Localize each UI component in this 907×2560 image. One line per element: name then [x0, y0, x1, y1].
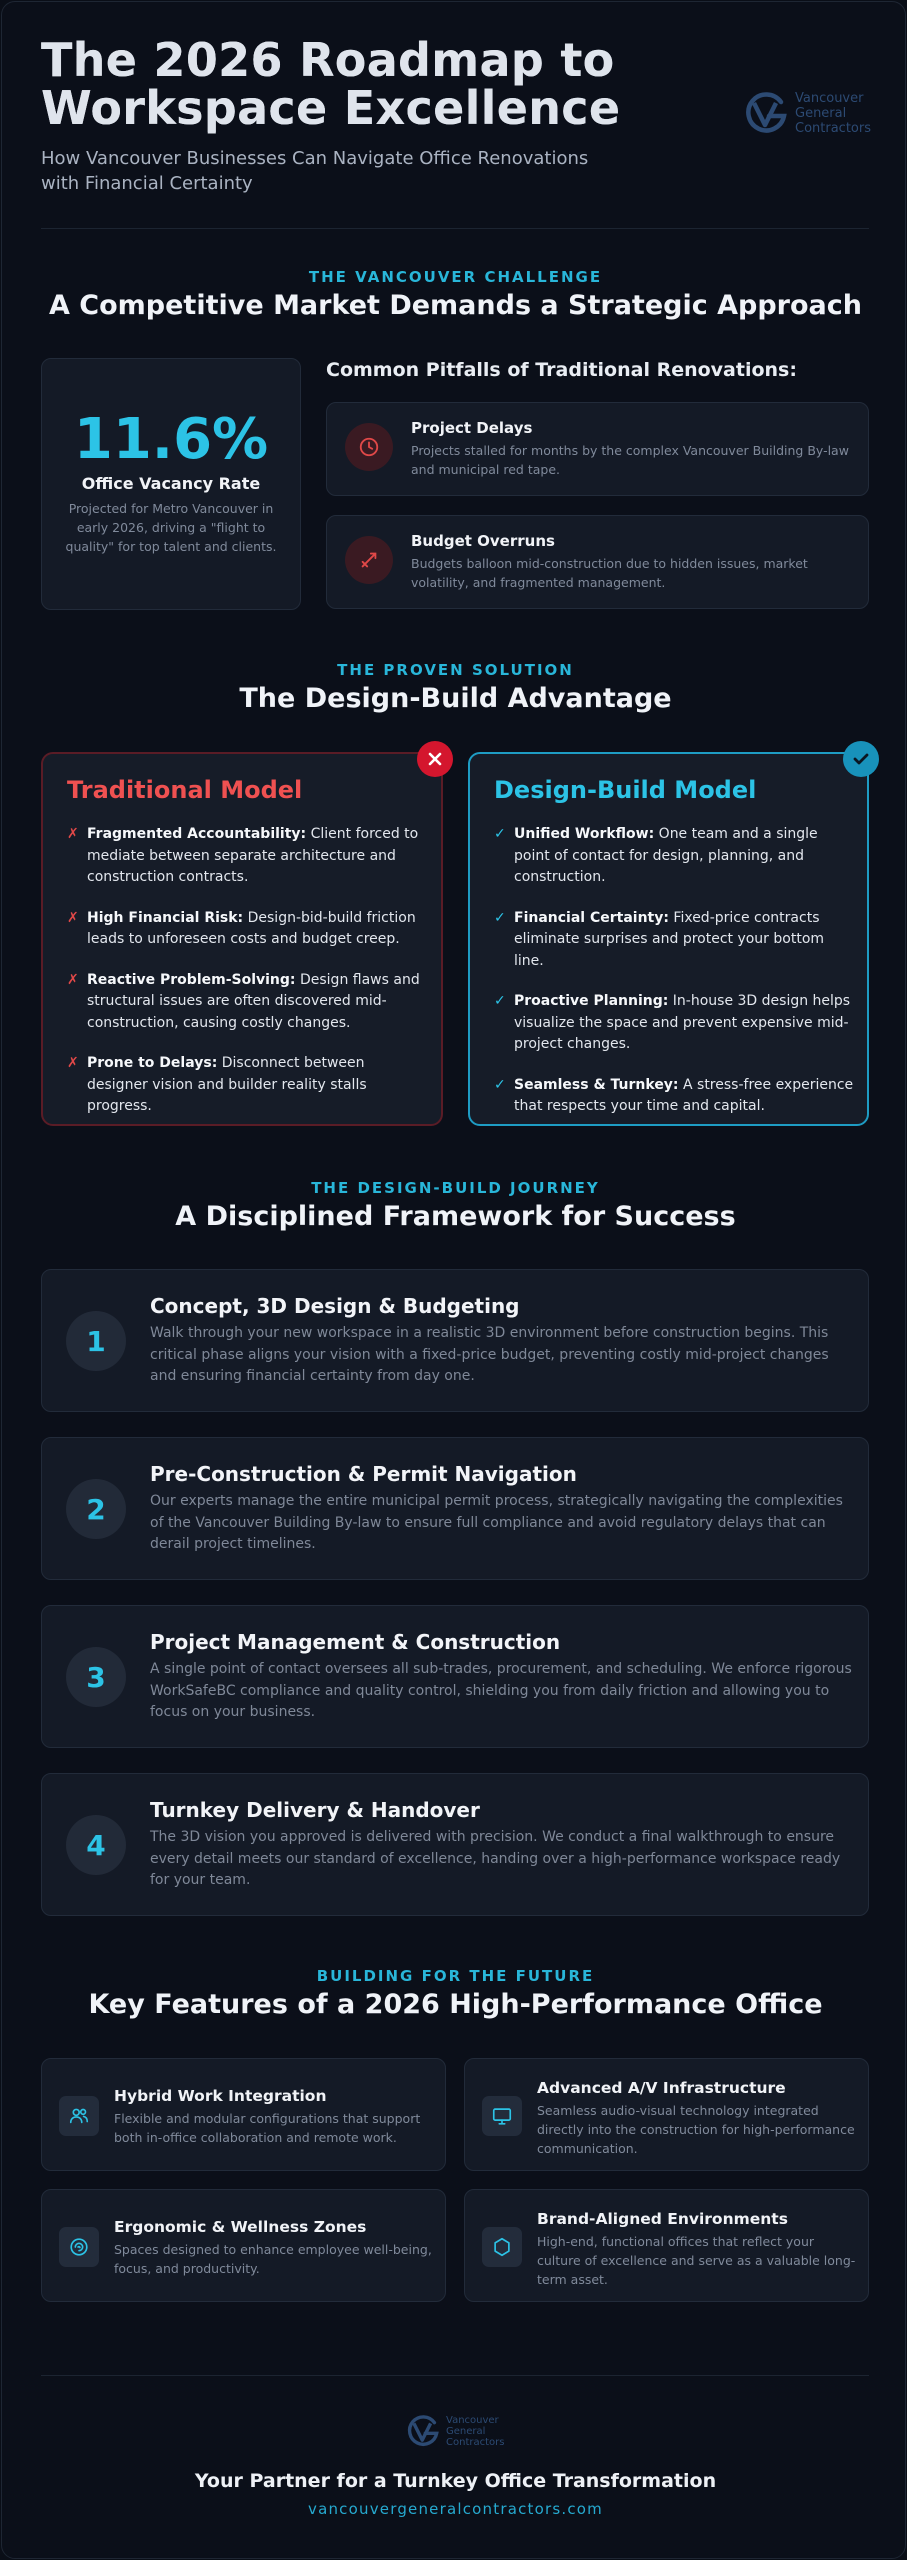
- feature-title: Advanced A/V Infrastructure: [537, 2079, 786, 2097]
- pitfall-card-delays: [326, 402, 869, 496]
- design-build-model-card: [468, 752, 869, 1126]
- hexagon-icon: [482, 2227, 522, 2267]
- stat-value: 11.6%: [73, 407, 269, 472]
- feature-card-av: [464, 2058, 869, 2171]
- journey-step-3: [41, 1605, 869, 1748]
- check-icon: ✓: [494, 993, 506, 1009]
- pitfalls-title: Common Pitfalls of Traditional Renovations:: [326, 359, 797, 381]
- list-item: ✗ Prone to Delays: Disconnect between designer vision and builder reality stalls progress.: [67, 1055, 367, 1114]
- step-title: Concept, 3D Design & Budgeting: [150, 1294, 520, 1318]
- journey-eyebrow: THE DESIGN-BUILD JOURNEY: [311, 1179, 600, 1197]
- list-item: ✗ Reactive Problem-Solving: Design flaws and structural issues are often discovered mid-construction, causing costly changes.: [67, 971, 420, 1031]
- footer-title: Your Partner for a Turnkey Office Transformation: [194, 2470, 717, 2492]
- header: [41, 33, 871, 226]
- traditional-model-list: [67, 824, 427, 1137]
- journey-step-4: [41, 1773, 869, 1916]
- clock-icon: [345, 423, 393, 471]
- vacancy-stat-card: [41, 358, 301, 610]
- cross-icon: ✗: [67, 1055, 79, 1071]
- check-icon: ✓: [494, 1076, 506, 1093]
- pitfall-description: Projects stalled for months by the complex Vancouver Building By-law and municipal red tape.: [411, 443, 849, 477]
- stat-description: Projected for Metro Vancouver in early 2026, driving a "flight to quality" for top talent and clients.: [65, 501, 277, 554]
- step-description: Our experts manage the entire municipal permit process, strategically navigating the complexities of the Vancouver Building By-law to ensure full compliance and avoid regulatory delays that can derail project timelines.: [150, 1493, 843, 1552]
- feature-description: Flexible and modular configurations that support both in-office collaboration and remote work.: [114, 2111, 421, 2145]
- fingerprint-icon: [59, 2227, 99, 2267]
- divider: [41, 228, 869, 229]
- vgc-logo-icon: [741, 88, 791, 138]
- step-title: Turnkey Delivery & Handover: [150, 1798, 480, 1822]
- step-description: Walk through your new workspace in a realistic 3D environment before construction begins. This critical phase aligns your vision with a fixed-price budget, preventing costly mid-project changes and ensuring financial certainty from day one.: [150, 1325, 829, 1384]
- pitfall-card-overruns: [326, 515, 869, 609]
- feature-title: Hybrid Work Integration: [114, 2087, 327, 2105]
- check-icon: ✓: [494, 826, 506, 842]
- list-item: ✓ Proactive Planning: In-house 3D design helps visualize the space and prevent expensive mid-project changes.: [494, 993, 851, 1052]
- footer-website-link[interactable]: vancouvergeneralcontractors.com: [308, 2500, 603, 2518]
- list-item: ✓ Seamless & Turnkey: A stress-free experience that respects your time and capital.: [494, 1076, 854, 1114]
- journey-step-2: [41, 1437, 869, 1580]
- design-build-model-title: Design-Build Model: [494, 776, 757, 804]
- feature-card-ergonomic: [41, 2189, 446, 2302]
- list-item: ✓ Unified Workflow: One team and a single point of contact for design, planning, and construction.: [494, 826, 818, 885]
- logo-text: Vancouver General Contractors: [446, 2414, 505, 2448]
- cross-icon: ✗: [67, 826, 79, 842]
- solution-eyebrow: THE PROVEN SOLUTION: [337, 661, 574, 679]
- pitfall-title: Budget Overruns: [411, 532, 555, 550]
- journey-title: A Disciplined Framework for Success: [175, 1201, 736, 1232]
- challenge-eyebrow: THE VANCOUVER CHALLENGE: [308, 268, 603, 286]
- logo-text: Vancouver General Contractors: [795, 90, 871, 136]
- feature-card-hybrid: [41, 2058, 446, 2171]
- features-title: Key Features of a 2026 High-Performance Office: [88, 1989, 823, 2020]
- feature-description: High-end, functional offices that reflect your culture of excellence and serve as a valuable long-term asset.: [537, 2234, 856, 2287]
- wrench-icon: [345, 536, 393, 584]
- traditional-model-title: Traditional Model: [67, 776, 303, 804]
- feature-description: Seamless audio-visual technology integrated directly into the construction for high-performance communication.: [537, 2103, 855, 2156]
- vgc-logo-icon: [404, 2412, 442, 2450]
- feature-title: Brand-Aligned Environments: [537, 2210, 788, 2228]
- step-description: The 3D vision you approved is delivered with precision. We conduct a final walkthrough to ensure every detail meets our standard of excellence, handing over a high-performance workspace ready for your team.: [150, 1829, 841, 1888]
- traditional-model-card: [41, 752, 443, 1126]
- step-number: 3: [66, 1647, 126, 1707]
- step-description: A single point of contact oversees all sub-trades, procurement, and scheduling. We enforce rigorous WorkSafeBC compliance and quality control, shielding you from daily friction and allowing you to focus on your business.: [150, 1661, 852, 1720]
- pitfall-title: Project Delays: [411, 419, 533, 437]
- infographic-page: [1, 1, 906, 2559]
- list-item: ✓ Financial Certainty: Fixed-price contracts eliminate surprises and protect your bottom line.: [494, 909, 825, 969]
- cross-icon: ✗: [67, 971, 79, 988]
- step-number: 2: [66, 1479, 126, 1539]
- cross-icon: ✗: [67, 909, 79, 926]
- users-icon: [59, 2096, 99, 2136]
- page-subtitle: How Vancouver Businesses Can Navigate Office Renovations with Financial Certainty: [41, 148, 589, 194]
- monitor-icon: [482, 2096, 522, 2136]
- footer-logo: [404, 2412, 504, 2450]
- pitfall-description: Budgets balloon mid-construction due to hidden issues, market volatility, and fragmented management.: [411, 556, 808, 590]
- check-badge-icon: [843, 741, 879, 777]
- close-icon: [417, 741, 453, 777]
- feature-description: Spaces designed to enhance employee well-being, focus, and productivity.: [114, 2242, 432, 2276]
- solution-title: The Design-Build Advantage: [239, 683, 672, 714]
- step-number: 1: [66, 1311, 126, 1371]
- step-title: Project Management & Construction: [150, 1630, 561, 1654]
- feature-title: Ergonomic & Wellness Zones: [114, 2218, 367, 2236]
- step-title: Pre-Construction & Permit Navigation: [150, 1462, 577, 1486]
- page-title: The 2026 Roadmap to Workspace Excellence: [41, 36, 871, 132]
- list-item: ✗ High Financial Risk: Design-bid-build friction leads to unforeseen costs and budget creep.: [67, 909, 416, 947]
- design-build-model-list: [494, 824, 854, 1137]
- feature-card-brand: [464, 2189, 869, 2302]
- divider: [41, 2375, 869, 2376]
- challenge-title: A Competitive Market Demands a Strategic Approach: [49, 290, 862, 321]
- list-item: ✗ Fragmented Accountability: Client forced to mediate between separate architecture and construction contracts.: [67, 826, 419, 885]
- company-logo: [741, 88, 871, 138]
- stat-label: Office Vacancy Rate: [81, 474, 261, 493]
- check-icon: ✓: [494, 909, 506, 926]
- step-number: 4: [66, 1815, 126, 1875]
- journey-step-1: [41, 1269, 869, 1412]
- features-eyebrow: BUILDING FOR THE FUTURE: [316, 1967, 595, 1985]
